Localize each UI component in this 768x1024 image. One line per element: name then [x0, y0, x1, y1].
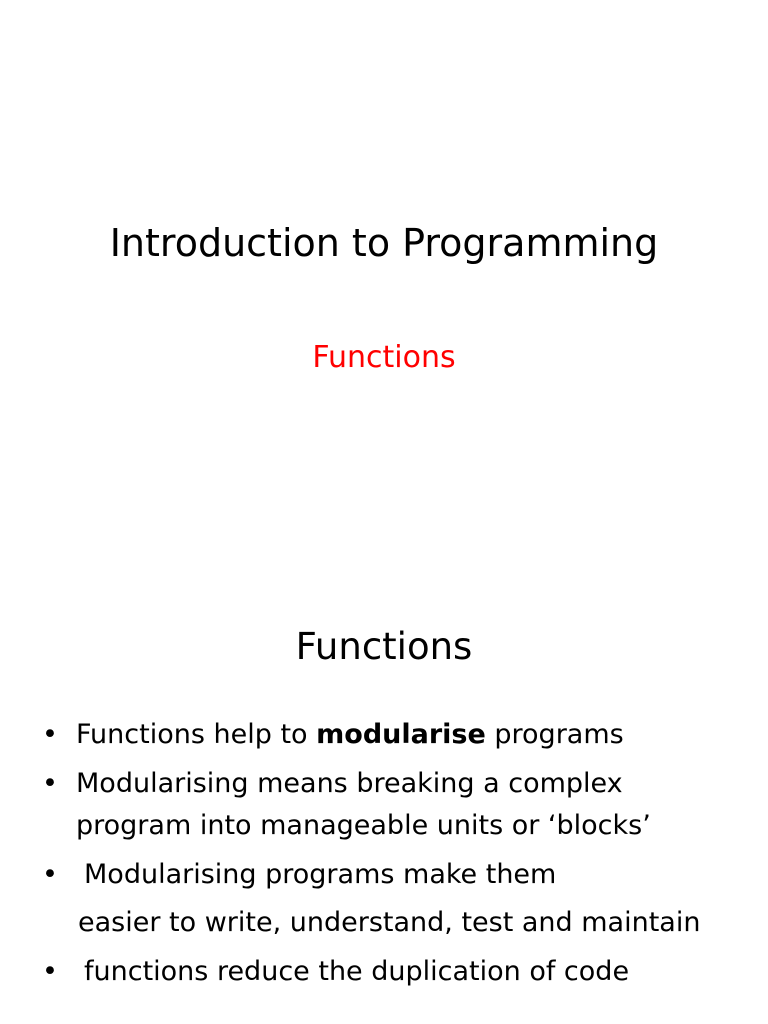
bullet-icon: • [42, 956, 58, 987]
bullet-text-2-line-1: Modularising means breaking a complex [76, 768, 623, 799]
bullet-list [0, 576, 768, 1024]
bullet-icon: • [42, 719, 58, 750]
bullet-text: programs [485, 719, 624, 750]
bullet-icon: • [42, 768, 58, 799]
bullet-text-3-line-1: Modularising programs make them [84, 859, 557, 890]
bullet-text-4: functions reduce the duplication of code [84, 956, 630, 987]
bullet-text: Functions help to [76, 719, 317, 750]
bullet-text-1 [76, 717, 624, 753]
slide-subtitle: Functions [312, 340, 456, 375]
bullet-icon: • [42, 859, 58, 890]
bullet-text-3-line-2: easier to write, understand, test and maintain [78, 907, 701, 938]
slide-title: Functions [295, 625, 473, 668]
content-slide [0, 576, 768, 1024]
bullet-text-2-line-2: program into manageable units or ‘blocks’ [76, 810, 651, 841]
slide-title: Introduction to Programming [109, 221, 659, 265]
emphasis-text: modularise [316, 719, 486, 750]
